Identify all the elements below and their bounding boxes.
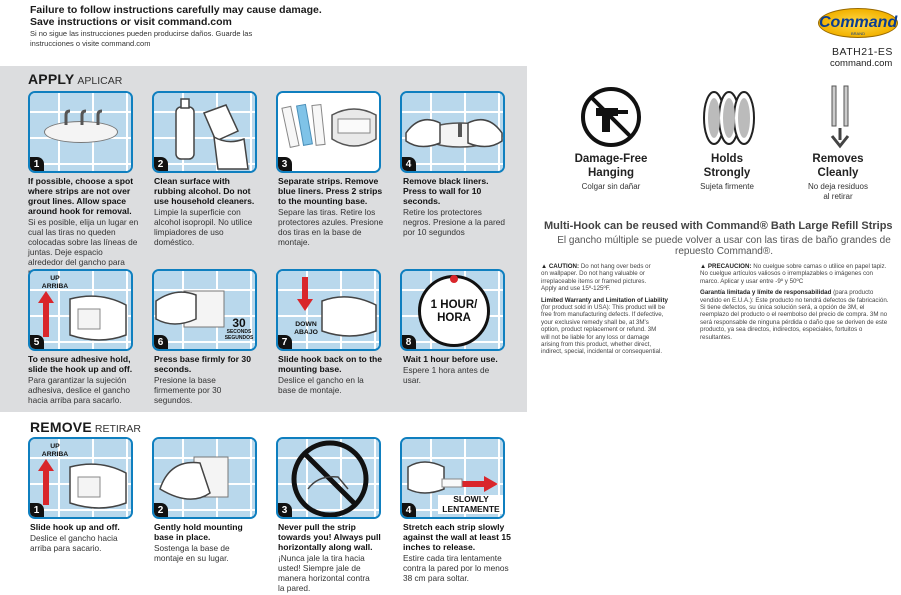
caution-en-line-1: on wallpaper. Do not hang valuable or <box>541 270 645 278</box>
warranty-es-line-6: resultantes. <box>700 333 732 341</box>
remove-step-1-es: Deslice el gancho hacia arriba para sacario. <box>30 533 118 553</box>
warranty-es-title: Garantía limitada y límite de responsabilidad <box>700 289 832 297</box>
reuse-es-line2: repuesto Command®. <box>675 246 773 257</box>
apply-step-6-es: Presione la base firmemente por 30 segundos. <box>154 375 222 405</box>
remove-step-3-es: ¡Nunca jale la tira hacia usted! Siempre jale de manera horizontal contra la pared. <box>278 553 370 593</box>
feature-damage-free <box>556 152 666 180</box>
remove-step-3-en: Never pull the strip towards you! Always pull horizontally along wall. <box>278 522 381 552</box>
step-number: 8 <box>401 335 416 350</box>
apply-step-3-es: Separe las tiras. Retire los protectores azules. Presione dos tiras en la base de montaje. <box>278 207 384 247</box>
apply-step-4-es: Retire los protectores negros. Presione a la pared por 10 segundos <box>403 207 505 237</box>
apply-step-6-en: Press base firmly for 30 seconds. <box>154 354 251 374</box>
warranty-es-line-5: producto, ya sea directos, indirectos, especiales, fortuitos o <box>700 326 863 334</box>
warranty-en-line-0: (for product sold in USA): This product will be <box>541 304 666 312</box>
step-number: 4 <box>401 157 416 172</box>
step-number: 2 <box>153 503 168 518</box>
apply-step-1-es: Si es posible, elija un lugar en cual las tiras no queden colocadas sobre las líneas de juntas. Deje espacio alrededor del gancho para <box>28 217 139 267</box>
step-number: 6 <box>153 335 168 350</box>
warning-en-line1: Failure to follow instructions carefully may cause damage. <box>30 4 322 16</box>
seconds-tag <box>220 317 257 341</box>
caution-es-title: ▲ PRECAUCIÓN: <box>700 263 752 270</box>
seconds-label-en: SECONDS <box>226 329 252 335</box>
warning-block <box>30 4 330 48</box>
remove-step-2-en: Gently hold mounting base in place. <box>154 522 243 542</box>
seconds-number: 30 <box>232 316 246 330</box>
remove-step-4-illustration <box>400 437 505 519</box>
reuse-es-line1: El gancho múltiple se puede volver a usar con las tiras de baño grandes de <box>557 235 891 246</box>
apply-title-es: APLICAR <box>77 75 123 87</box>
apply-step-4-illustration <box>400 91 505 173</box>
feature-1-line1: Damage-Free <box>574 153 648 165</box>
triple-hook-icon <box>60 109 104 127</box>
down-label-es: ABAJO <box>294 329 318 336</box>
warranty-en-line-5: arising from this product, whether direct, <box>541 341 652 349</box>
apply-step-4-en: Remove black liners. Press to wall for 10 seconds. <box>403 176 489 206</box>
hour-label-es: HORA <box>437 312 471 324</box>
apply-step-3-en: Separate strips. Remove blue liners. Press 2 strips to the mounting base. <box>278 176 383 206</box>
caution-en-line-0: Do not hang over beds or <box>580 263 651 270</box>
apply-step-7-es: Deslice el gancho en la base de montaje. <box>278 375 364 395</box>
alcohol-wipe-icon <box>154 93 257 173</box>
warranty-en-line-1: free from manufacturing defects. If defective, <box>541 311 664 319</box>
step-number: 1 <box>29 503 44 518</box>
step-number: 3 <box>277 503 292 518</box>
caution-en-line-3: Apply and use 15º-125ºF. <box>541 285 611 293</box>
slowly-label-en: SLOWLY <box>453 494 489 504</box>
strips-icon <box>278 93 381 173</box>
caution-es-line-0: No cuelgue sobre camas o utilice en papel tapiz. <box>753 263 887 270</box>
apply-step-2-es: Limpie la superficie con alcohol isopropil. No utilice limpiadores de uso doméstico. <box>154 207 253 247</box>
feature-2-line1: Holds <box>711 153 743 165</box>
legal-es <box>700 263 900 341</box>
hour-label-en: 1 HOUR/ <box>430 299 478 311</box>
step-number: 1 <box>29 157 44 172</box>
caution-en-title: ▲ CAUTION: <box>541 263 580 270</box>
warranty-es-line-4: será responsable de ninguna pérdida o daño que se deriven de este <box>700 318 888 326</box>
up-label-en: UP <box>50 443 60 450</box>
apply-step-7-illustration <box>276 269 381 351</box>
apply-step-1-illustration <box>28 91 133 173</box>
step-number: 5 <box>29 335 44 350</box>
down-label-en: DOWN <box>295 321 317 328</box>
feature-removes-cleanly <box>790 152 886 180</box>
caution-en-line-2: irreplaceable items or framed pictures. <box>541 277 647 285</box>
apply-step-2-illustration <box>152 91 257 173</box>
up-label-en: UP <box>50 275 60 282</box>
apply-step-3-illustration <box>276 91 381 173</box>
logo-brand-sub: BRAND <box>850 31 865 36</box>
remove-step-4-es: Estire cada tira lentamente contra la pared por lo menos 38 cm para soltar. <box>403 553 509 583</box>
remove-step-1-en: Slide hook up and off. <box>30 522 120 532</box>
warranty-es-line-3: reemplazo del producto o el reembolso del precio de compra. 3M no <box>700 311 888 319</box>
no-pull-icon <box>278 439 381 519</box>
feature-2-es: Sujeta firmente <box>700 182 754 191</box>
step-number: 2 <box>153 157 168 172</box>
feature-1-line2: Hanging <box>588 167 634 179</box>
feature-2-line2: Strongly <box>703 167 751 179</box>
step-number: 4 <box>401 503 416 518</box>
remove-title-es: RETIRAR <box>94 423 141 435</box>
pull-tab-icon <box>822 84 862 150</box>
press-hook-icon <box>402 93 505 173</box>
remove-step-3-illustration <box>276 437 381 519</box>
warranty-en-line-6: indirect, special, incidental or consequential. <box>541 348 663 356</box>
apply-panel <box>0 66 527 412</box>
slide-hook-icon <box>318 287 380 347</box>
feature-3-es-line2: al retirar <box>823 191 853 201</box>
apply-step-7-en: Slide hook back on to the mounting base. <box>278 354 383 374</box>
warranty-es-line-1: vendido en E.U.A.): Este producto no tendrá defectos de fabricación. <box>700 296 889 304</box>
warning-en-line2: Save instructions or visit command.com <box>30 16 232 28</box>
feature-3-line2: Cleanly <box>817 167 859 179</box>
feature-3-es-line1: No deja residuos <box>807 182 869 191</box>
remove-step-1-illustration <box>28 437 133 519</box>
apply-step-8-illustration <box>400 269 505 351</box>
apply-step-5-illustration <box>28 269 133 351</box>
hooks-icon <box>702 84 756 150</box>
feature-3-line1: Removes <box>812 153 864 165</box>
seconds-label-es: SEGUNDOS <box>224 335 254 341</box>
feature-1-es: Colgar sin dañar <box>581 182 641 191</box>
feature-holds-strongly <box>672 152 782 180</box>
caution-es-line-2: marco. Aplicar y usar entre -9º y 50ºC <box>700 277 804 285</box>
apply-step-5-es: Para garantizar la sujeción adhesiva, deslice el gancho hacia arriba para sacarlo. <box>28 375 130 405</box>
up-label-es: ARRIBA <box>41 451 69 458</box>
hand-slide-icon <box>60 289 132 345</box>
hold-base-icon <box>154 439 257 519</box>
remove-step-2-es: Sostenga la base de montaje en su lugar. <box>154 543 230 563</box>
apply-title <box>28 71 122 87</box>
slowly-tag <box>438 495 504 514</box>
apply-step-8-en: Wait 1 hour before use. <box>403 354 498 364</box>
warranty-en-title: Limited Warranty and Limitation of Liability <box>541 296 668 304</box>
apply-title-en: APPLY <box>28 71 75 87</box>
warning-es-line2: instrucciones o visite command.com <box>30 38 151 48</box>
warranty-en-line-3: option, product replacement or refund. 3M <box>541 326 657 334</box>
hand-slide-icon <box>60 457 132 513</box>
hour-tag <box>418 299 490 325</box>
legal-en <box>541 263 701 356</box>
remove-title-en: REMOVE <box>30 419 92 435</box>
warranty-en-line-4: will not be liable for any loss or damage <box>541 333 650 341</box>
brand-website: command.com <box>830 58 893 69</box>
step-number: 3 <box>277 157 292 172</box>
warranty-en-line-2: your exclusive remedy shall be, at 3M's <box>541 318 649 326</box>
up-label-es: ARRIBA <box>41 283 69 290</box>
step-number: 7 <box>277 335 292 350</box>
feature-3-es <box>790 182 886 201</box>
product-sku: BATH21-ES <box>832 46 893 58</box>
no-drill-icon <box>580 86 642 148</box>
remove-title <box>30 419 141 435</box>
apply-step-8-es: Espere 1 hora antes de usar. <box>403 365 490 385</box>
caution-es-line-1: No cuelgue artículos valiosos o irremplazables o imágenes con <box>700 270 873 278</box>
warranty-es-line-2: Si tiene defectos, su única solución será, a opción de 3M, el <box>700 304 865 312</box>
warning-es-line1: Si no sigue las instrucciones pueden producirse daños. Guarde las <box>30 29 253 38</box>
apply-step-2-en: Clean surface with rubbing alcohol. Do not use household cleaners. <box>154 176 255 206</box>
slowly-label-es: LENTAMENTE <box>442 503 500 514</box>
reuse-info <box>544 220 901 257</box>
warranty-es-line-0: (para producto <box>833 289 874 297</box>
logo-text: Command <box>819 14 898 31</box>
apply-step-5-en: To ensure adhesive hold, slide the hook up and off. <box>28 354 133 374</box>
down-arrow-icon <box>297 299 313 311</box>
reuse-en: Multi-Hook can be reused with Command® Bath Large Refill Strips <box>544 220 893 232</box>
apply-step-1-en: If possible, choose a spot where strips are not over grout lines. Allow space around hook for removal. <box>28 176 134 216</box>
apply-step-6-illustration <box>152 269 257 351</box>
remove-step-4-en: Stretch each strip slowly against the wall at least 15 inches to release. <box>403 522 511 552</box>
remove-step-2-illustration <box>152 437 257 519</box>
command-logo <box>818 8 898 38</box>
